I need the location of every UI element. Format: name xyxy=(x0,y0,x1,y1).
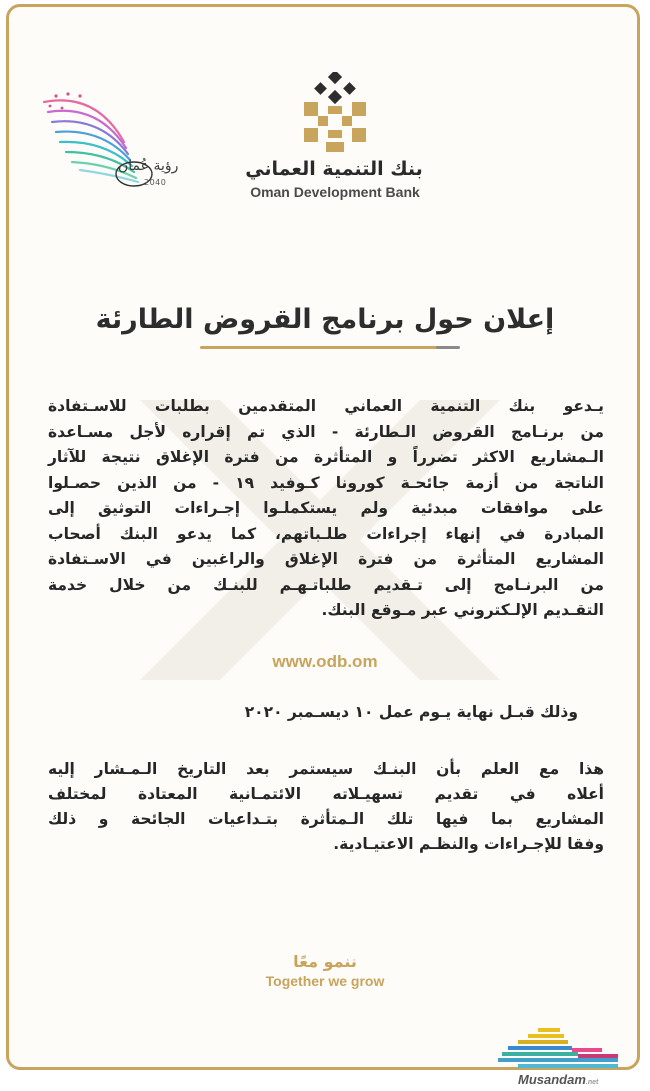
announcement-paragraph-1 xyxy=(48,394,604,624)
vision-text: رؤية عُمان xyxy=(118,158,179,174)
title-underline xyxy=(200,346,438,349)
bank-name-english: Oman Development Bank xyxy=(250,184,420,200)
paragraph-line: على موافقات مبدئية ولم يستكملـوا إجـراءات التوثيق إلى xyxy=(48,499,604,517)
paragraph-line: من البرنـامج إلى تـقديم طلباتـهـم للبنـك من خلال خدمة xyxy=(48,575,604,594)
deadline-text: وذلك قبـل نهاية يـوم عمل ١٠ ديسـمبر ٢٠٢٠ xyxy=(244,703,578,721)
paragraph-line: الناتجة من أزمة جائحـة كورونا كـوفيد ١٩ - من الذين حصـلوا xyxy=(48,473,604,492)
paragraph-line: هذا مع العلم بأن البنـك سيستمر بعد التاريخ الـمـشار إليه xyxy=(48,760,604,778)
paragraph-line: الـمشاريع الاكثر تضرراً و المتأثرة من فترة الإغلاق نتيجة للآثار xyxy=(48,448,604,466)
musandam-logo-icon xyxy=(498,1024,638,1074)
slogan-english: Together we grow xyxy=(265,973,385,989)
website-link[interactable]: www.odb.om xyxy=(272,652,378,671)
title-underline-accent xyxy=(436,346,460,349)
announcement-paragraph-2 xyxy=(48,757,604,857)
paragraph-line: أعلاه في تقديم تسهيـلاته الائتمـانية المعتادة لمختلف xyxy=(48,785,604,803)
paragraph-line: وفقا للإجـراءات والنظـم الاعتيـادية. xyxy=(333,835,604,853)
bank-name-arabic: بنك التنمية العماني xyxy=(245,158,423,180)
musandam-watermark xyxy=(518,1072,598,1087)
paragraph-line: يـدعو بنك التنمية العماني المتقدمين بطلبات للاسـتفادة xyxy=(48,397,604,415)
announcement-title: إعلان حول برنامج القروض الطارئة xyxy=(95,304,555,335)
paragraph-line: المشاريع بما فيها تلك الـمتأثرة بتـداعيات الجائحة و ذلك xyxy=(48,810,604,828)
paragraph-line: التقـديم الإلـكتروني عبر مـوقع البنك. xyxy=(321,601,604,619)
paragraph-line: المشاريع المتأثرة من فترة الإغلاق والراغبين في الاسـتفادة xyxy=(48,550,604,568)
oman-development-bank-logo xyxy=(302,72,368,158)
oman-vision-2040-logo xyxy=(36,82,216,194)
musandam-suffix: .net xyxy=(585,1079,599,1086)
paragraph-line: المبادرة في إنهاء إجراءات طلـباتهم، كما يدعو البنك أصحاب xyxy=(48,524,604,543)
paragraph-line: من برنـامج القروض الـطارئة - الذي تم إقراره لأجل مسـاعدة xyxy=(48,422,604,441)
musandam-name: Musandam xyxy=(518,1072,586,1087)
vision-year: 2040 xyxy=(144,178,167,187)
slogan-arabic: ننمو معًا xyxy=(293,952,357,971)
